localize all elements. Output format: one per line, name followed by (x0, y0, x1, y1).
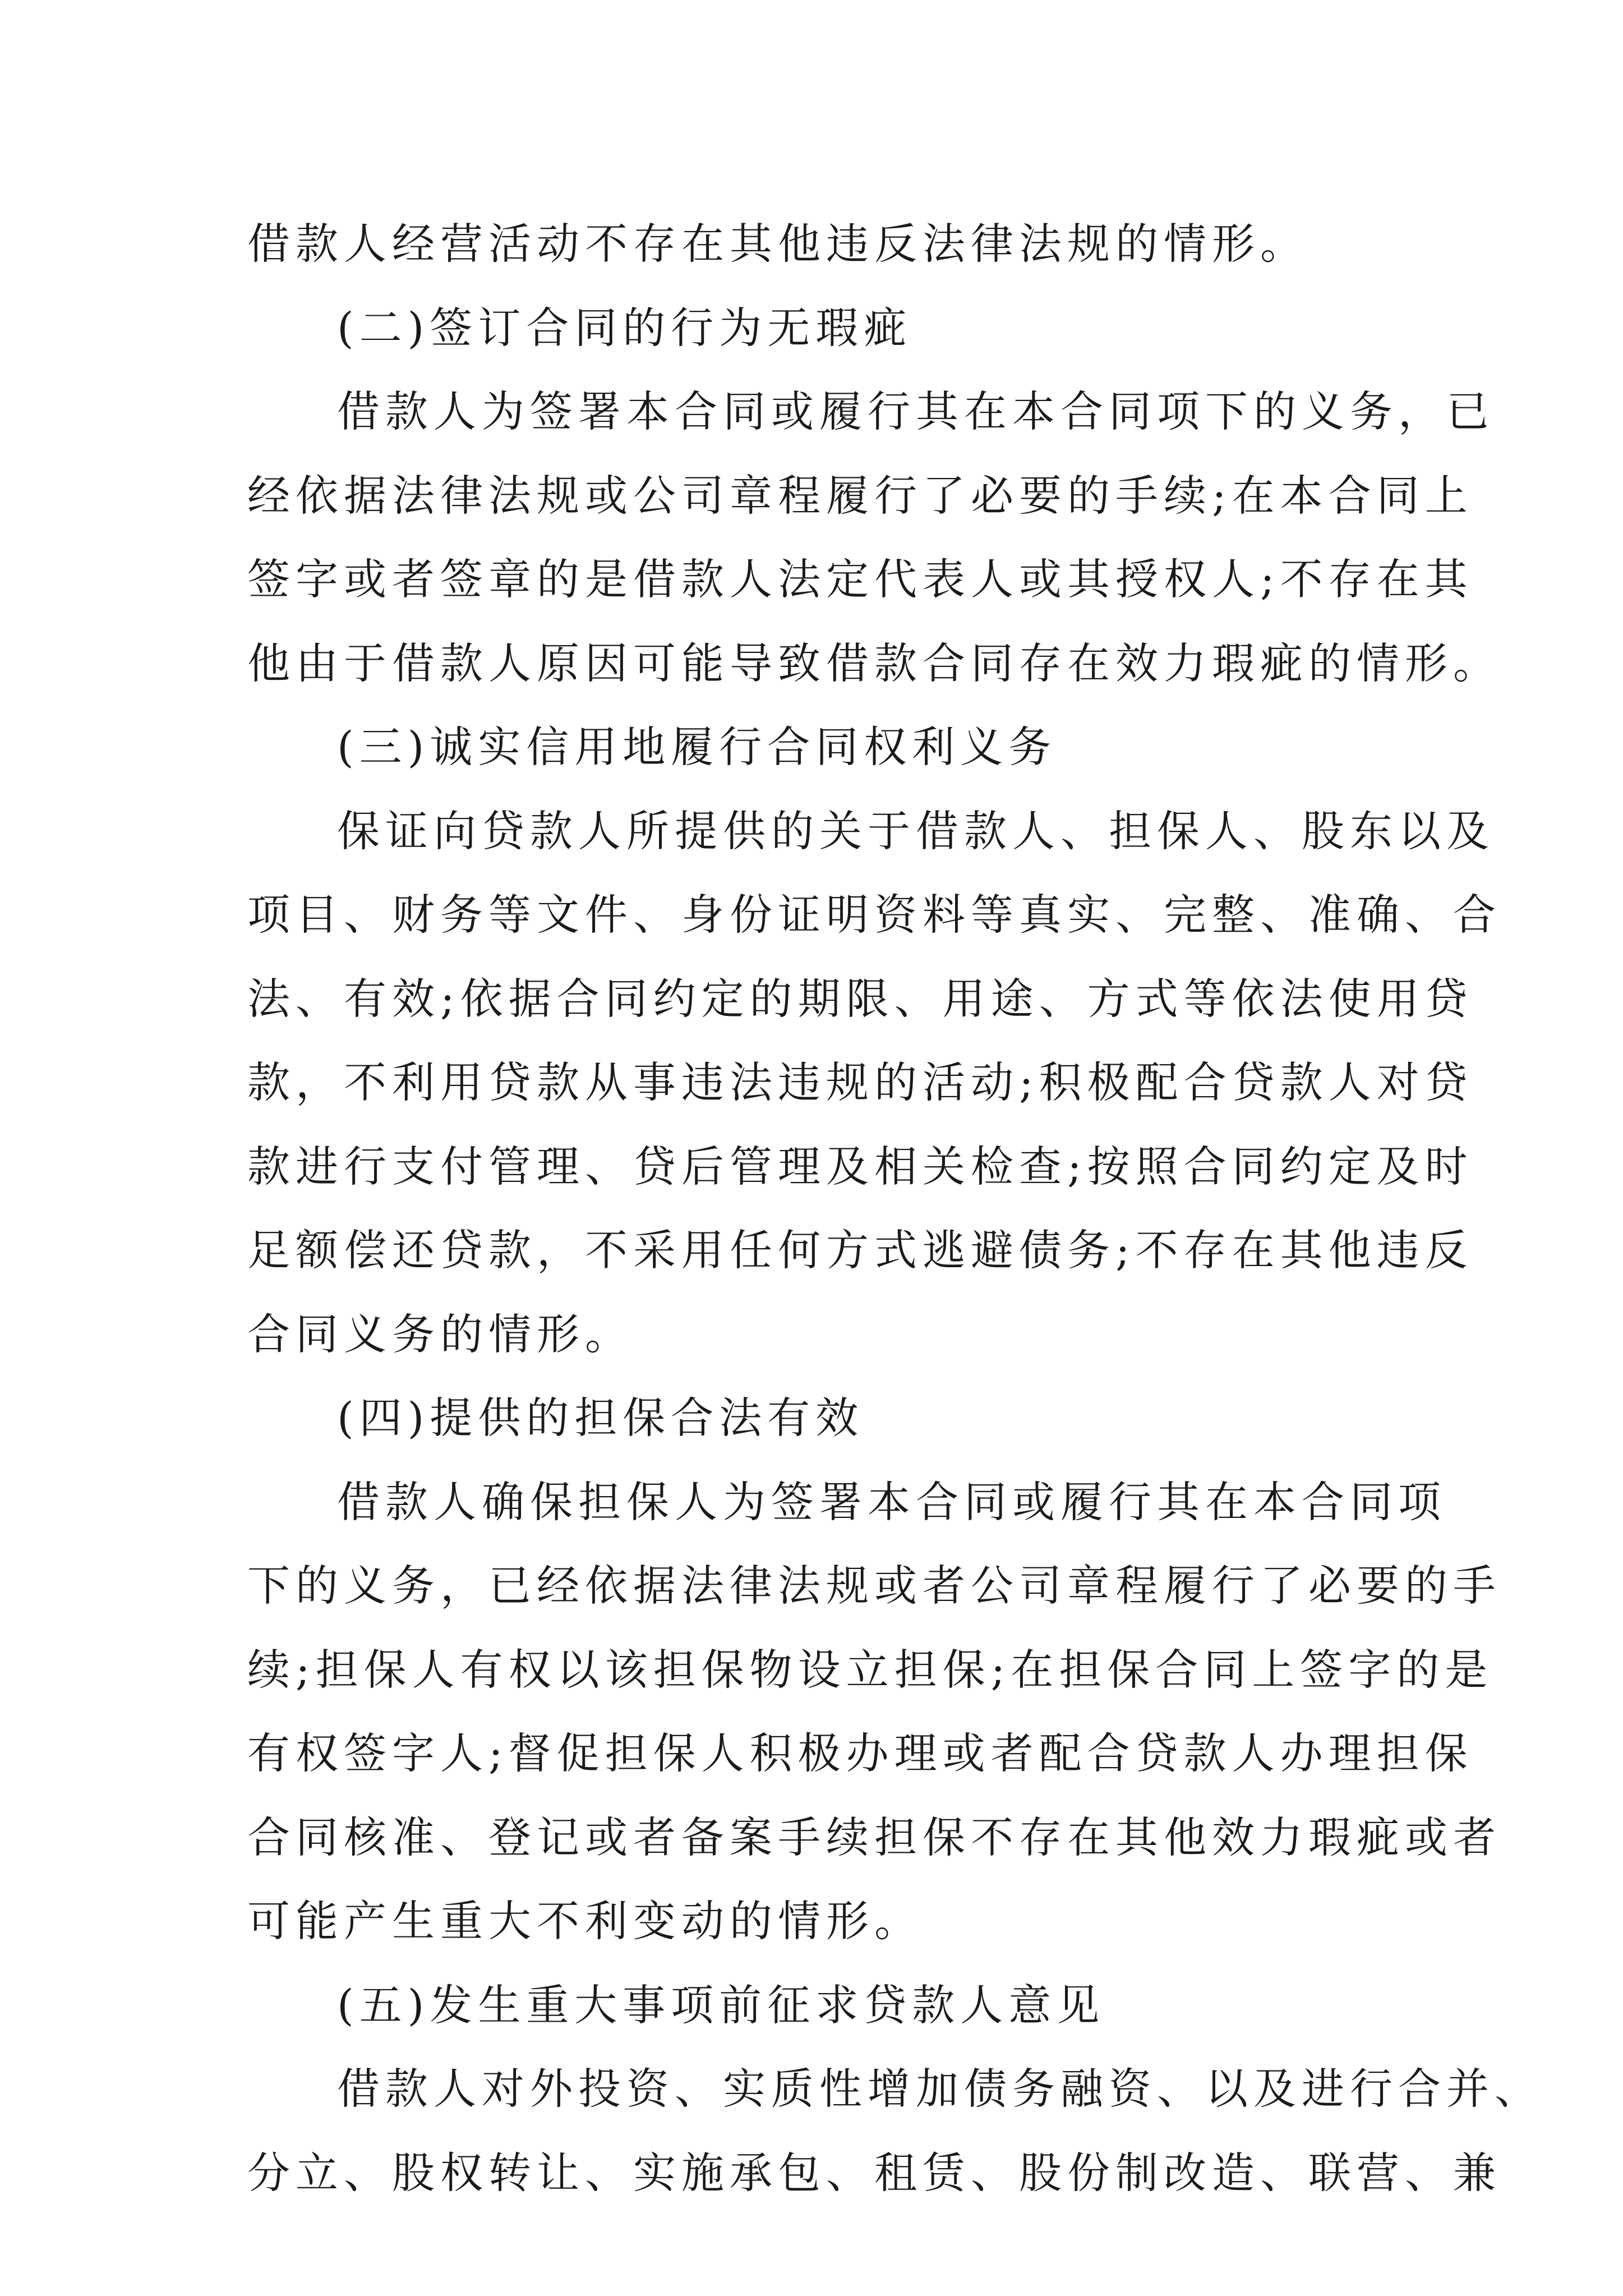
text-line-13: 足额偿还贷款，不采用任何方式逃避债务;不存在其他违反 (247, 1225, 1473, 1275)
section-heading-2: (二)签订合同的行为无瑕疵 (337, 302, 912, 353)
text-line-24: 分立、股权转让、实施承包、租赁、股份制改造、联营、兼 (247, 2147, 1501, 2198)
text-line-21: 可能产生重大不利变动的情形。 (247, 1896, 923, 1946)
text-line-12: 款进行支付管理、贷后管理及相关检查;按照合同约定及时 (247, 1141, 1473, 1191)
text-line-4: 经依据法律法规或公司章程履行了必要的手续;在本合同上 (247, 470, 1473, 521)
text-line-23: 借款人对外投资、实质性增加债务融资、以及进行合并、 (337, 2064, 1543, 2114)
text-line-6: 他由于借款人原因可能导致借款合同存在效力瑕疵的情形。 (247, 638, 1501, 688)
text-line-17: 下的义务，已经依据法律法规或者公司章程履行了必要的手 (247, 1561, 1501, 1611)
text-line-18: 续;担保人有权以该担保物设立担保;在担保合同上签字的是 (247, 1644, 1493, 1695)
text-line-1: 借款人经营活动不存在其他违反法律法规的情形。 (247, 219, 1308, 269)
document-body (247, 202, 1543, 2215)
text-line-16: 借款人确保担保人为签署本合同或履行其在本合同项 (337, 1476, 1446, 1527)
section-heading-3: (三)诚实信用地履行合同权利义务 (337, 722, 1057, 772)
text-line-5: 签字或者签章的是借款人法定代表人或其授权人;不存在其 (247, 554, 1473, 604)
section-heading-4: (四)提供的担保合法有效 (337, 1393, 864, 1443)
text-line-10: 法、有效;依据合同约定的期限、用途、方式等依法使用贷 (247, 973, 1473, 1024)
text-line-14: 合同义务的情形。 (247, 1309, 633, 1359)
text-line-3: 借款人为签署本合同或履行其在本合同项下的义务，已 (337, 386, 1495, 436)
text-line-20: 合同核准、登记或者备案手续担保不存在其他效力瑕疵或者 (247, 1812, 1501, 1862)
text-line-8: 保证向贷款人所提供的关于借款人、担保人、股东以及 (337, 806, 1495, 856)
section-heading-5: (五)发生重大事项前征求贷款人意见 (337, 1980, 1105, 2030)
text-line-19: 有权签字人;督促担保人积极办理或者配合贷款人办理担保 (247, 1728, 1473, 1778)
text-line-9: 项目、财务等文件、身份证明资料等真实、完整、准确、合 (247, 890, 1501, 940)
text-line-11: 款，不利用贷款从事违法违规的活动;积极配合贷款人对贷 (247, 1057, 1473, 1107)
